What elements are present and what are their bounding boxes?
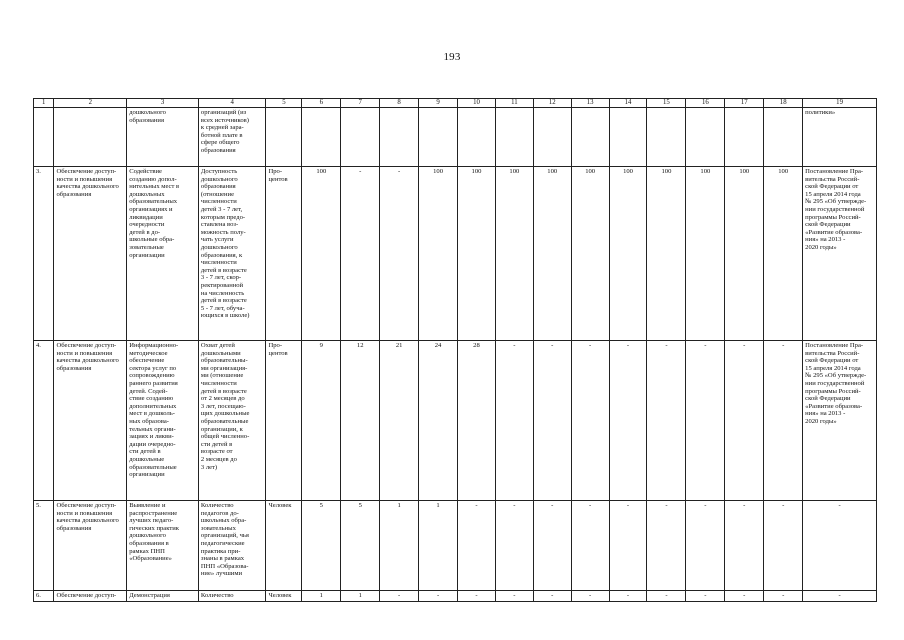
- column-number-row: [34, 99, 877, 108]
- source-document-cell: политики»: [803, 108, 877, 167]
- value-cell: -: [458, 501, 496, 591]
- value-cell: -: [571, 341, 609, 501]
- value-cell: [571, 108, 609, 167]
- source-document-cell: -: [803, 591, 877, 602]
- value-cell: -: [571, 591, 609, 602]
- activity-cell: Выявление и распространение лучших педаго- гических практик дошкольного образования в рамках ПНП «Образование»: [127, 501, 199, 591]
- column-number-cell: 16: [686, 99, 725, 108]
- column-number-cell: 10: [458, 99, 496, 108]
- column-number-cell: 11: [495, 99, 533, 108]
- value-cell: -: [495, 341, 533, 501]
- value-cell: -: [571, 501, 609, 591]
- value-cell: -: [495, 591, 533, 602]
- column-number-cell: 12: [533, 99, 571, 108]
- column-number-cell: 3: [127, 99, 199, 108]
- indicator-cell: Количество: [198, 591, 266, 602]
- value-cell: -: [686, 591, 725, 602]
- unit-cell: Про- центов: [266, 341, 302, 501]
- value-cell: 100: [686, 167, 725, 341]
- activity-cell: Демонстрация: [127, 591, 199, 602]
- value-cell: 12: [341, 341, 380, 501]
- column-number-cell: 19: [803, 99, 877, 108]
- goal-cell: Обеспечение доступ- ности и повышения качества дошкольного образования: [54, 167, 127, 341]
- activity-cell: Информационно- методическое обеспечение сектора услуг по сопровождению раннего развития детей. Содей- ствие созданию дополнительных мест в дошколь- ных образова- тельных органи- зациях и ликви- дации очередно- сти детей в дошкольные образовательные организации: [127, 341, 199, 501]
- column-number-cell: 13: [571, 99, 609, 108]
- source-document-cell: Постановление Пра- вительства Россий- ской Федерации от 15 апреля 2014 года № 295 «Об утвержде- нии государственной программы Россий- ской Федерации «Развитие образова- ния» на 2013 - 2020 годы»: [803, 167, 877, 341]
- value-cell: 100: [609, 167, 647, 341]
- value-cell: 1: [302, 591, 341, 602]
- activity-cell: Содействие созданию допол- нительных мест в дошкольных образовательных организациях и ликвидации очередности детей в до- школьные обра- зовательные организации: [127, 167, 199, 341]
- row-number-cell: 6.: [34, 591, 54, 602]
- page-number: 193: [443, 51, 461, 63]
- table-row: [34, 501, 877, 591]
- program-indicators-table: [33, 98, 877, 602]
- value-cell: 100: [647, 167, 686, 341]
- indicator-cell: Доступность дошкольного образования (отношение численности детей 3 - 7 лет, которым предо- ставлена воз- можность полу- чать услуги дошкольного образования, к численности детей в возрасте 3 - 7 лет, скор- ректированной на численность детей в возрасте 5 - 7 лет, обуча- ющихся в школе): [198, 167, 266, 341]
- value-cell: 28: [458, 341, 496, 501]
- table-row: [34, 167, 877, 341]
- column-number-cell: 14: [609, 99, 647, 108]
- value-cell: 100: [495, 167, 533, 341]
- value-cell: [302, 108, 341, 167]
- value-cell: -: [647, 501, 686, 591]
- value-cell: -: [609, 591, 647, 602]
- value-cell: 100: [764, 167, 803, 341]
- value-cell: -: [533, 591, 571, 602]
- goal-cell: Обеспечение доступ- ности и повышения качества дошкольного образования: [54, 501, 127, 591]
- indicator-cell: организаций (из всех источников) к средней зара- ботной плате в сфере общего образования: [198, 108, 266, 167]
- activity-cell: дошкольного образования: [127, 108, 199, 167]
- value-cell: -: [725, 341, 764, 501]
- unit-cell: Про- центов: [266, 167, 302, 341]
- value-cell: -: [533, 501, 571, 591]
- value-cell: 24: [419, 341, 458, 501]
- indicator-cell: Количество педагогов до- школьных обра- зовательных организаций, чья педагогические практика при- знаны в рамках ПНП «Образова- ние» лучшими: [198, 501, 266, 591]
- unit-cell: Человек: [266, 591, 302, 602]
- value-cell: -: [764, 501, 803, 591]
- value-cell: -: [764, 591, 803, 602]
- goal-cell: Обеспечение доступ-: [54, 591, 127, 602]
- value-cell: -: [533, 341, 571, 501]
- value-cell: 21: [380, 341, 419, 501]
- value-cell: 100: [725, 167, 764, 341]
- value-cell: 100: [533, 167, 571, 341]
- goal-cell: Обеспечение доступ- ности и повышения качества дошкольного образования: [54, 341, 127, 501]
- value-cell: -: [686, 341, 725, 501]
- table-row: [34, 341, 877, 501]
- row-number-cell: 5.: [34, 501, 54, 591]
- value-cell: [764, 108, 803, 167]
- value-cell: [533, 108, 571, 167]
- value-cell: 100: [571, 167, 609, 341]
- value-cell: [686, 108, 725, 167]
- value-cell: 100: [419, 167, 458, 341]
- value-cell: -: [380, 591, 419, 602]
- value-cell: -: [647, 591, 686, 602]
- unit-cell: [266, 108, 302, 167]
- value-cell: [419, 108, 458, 167]
- column-number-cell: 5: [266, 99, 302, 108]
- column-number-cell: 17: [725, 99, 764, 108]
- column-number-cell: 7: [341, 99, 380, 108]
- value-cell: -: [341, 167, 380, 341]
- value-cell: [725, 108, 764, 167]
- value-cell: 5: [341, 501, 380, 591]
- value-cell: [609, 108, 647, 167]
- source-document-cell: -: [803, 501, 877, 591]
- value-cell: -: [764, 341, 803, 501]
- value-cell: -: [609, 341, 647, 501]
- column-number-cell: 9: [419, 99, 458, 108]
- value-cell: -: [647, 341, 686, 501]
- value-cell: [495, 108, 533, 167]
- value-cell: -: [380, 167, 419, 341]
- column-number-cell: 2: [54, 99, 127, 108]
- row-number-cell: 4.: [34, 341, 54, 501]
- column-number-cell: 8: [380, 99, 419, 108]
- value-cell: 1: [341, 591, 380, 602]
- column-number-cell: 1: [34, 99, 54, 108]
- value-cell: 100: [458, 167, 496, 341]
- table-row: [34, 591, 877, 602]
- value-cell: 1: [380, 501, 419, 591]
- value-cell: [341, 108, 380, 167]
- column-number-cell: 15: [647, 99, 686, 108]
- indicator-cell: Охват детей дошкольными образовательны- ми организация- ми (отношение численности детей в возрасте от 2 месяцев до 3 лет, посещаю- щих дошкольные образовательные организации, к общей численно- сти детей в возрасте от 2 месяцев до 3 лет): [198, 341, 266, 501]
- value-cell: [380, 108, 419, 167]
- row-number-cell: 3.: [34, 167, 54, 341]
- value-cell: -: [609, 501, 647, 591]
- value-cell: -: [458, 591, 496, 602]
- goal-cell: [54, 108, 127, 167]
- value-cell: [647, 108, 686, 167]
- column-number-cell: 6: [302, 99, 341, 108]
- value-cell: -: [419, 591, 458, 602]
- value-cell: 100: [302, 167, 341, 341]
- value-cell: -: [686, 501, 725, 591]
- row-number-cell: [34, 108, 54, 167]
- value-cell: [458, 108, 496, 167]
- column-number-cell: 18: [764, 99, 803, 108]
- value-cell: 1: [419, 501, 458, 591]
- value-cell: -: [725, 591, 764, 602]
- source-document-cell: Постановление Пра- вительства Россий- ской Федерации от 15 апреля 2014 года № 295 «Об утвержде- нии государственной программы Россий- ской Федерации «Развитие образова- ния» на 2013 - 2020 годы»: [803, 341, 877, 501]
- value-cell: 5: [302, 501, 341, 591]
- value-cell: -: [725, 501, 764, 591]
- table-row: [34, 108, 877, 167]
- unit-cell: Человек: [266, 501, 302, 591]
- column-number-cell: 4: [198, 99, 266, 108]
- value-cell: -: [495, 501, 533, 591]
- value-cell: 9: [302, 341, 341, 501]
